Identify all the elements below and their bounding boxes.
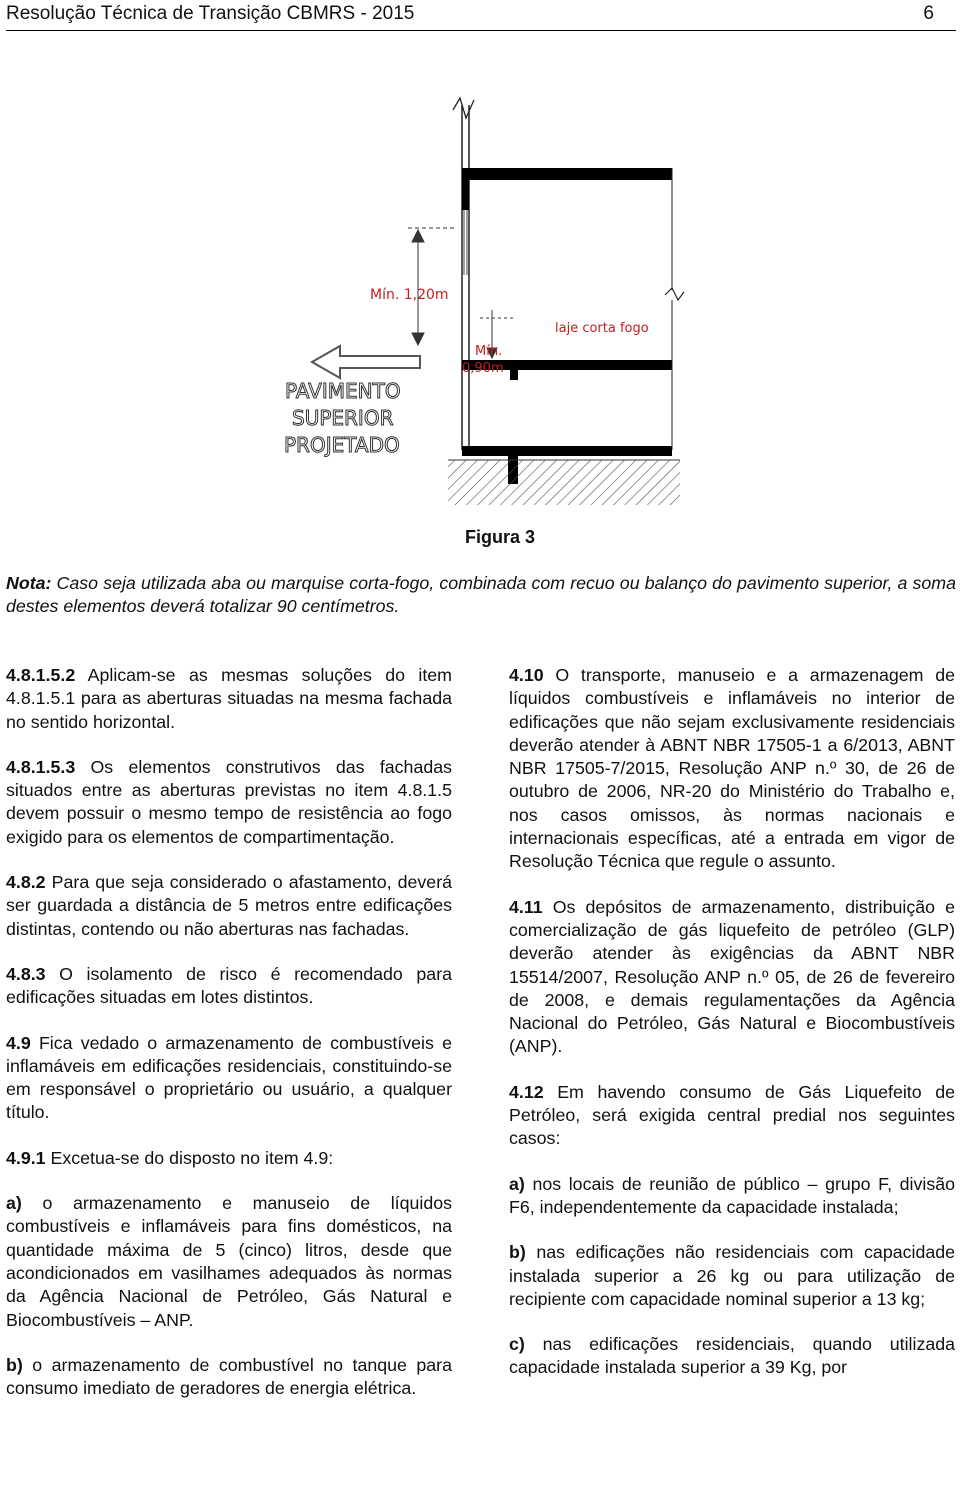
label-superior: SUPERIOR	[292, 406, 394, 430]
note-paragraph	[6, 572, 956, 618]
paragraph: b) o armazenamento de combustível no tanque para consumo imediato de geradores de energia elétrica.	[6, 1354, 452, 1399]
paragraph: a) nos locais de reunião de público – grupo F, divisão F6, independentemente da capacidade instalada;	[509, 1173, 955, 1217]
paragraph: b) nas edificações não residenciais com capacidade instalada superior a 26 kg ou para utilização de recipiente com capacidade nominal superior a 13 kg;	[509, 1242, 955, 1309]
paragraph: 4.10 O transporte, manuseio e a armazenagem de líquidos combustíveis e inflamáveis no interior de edificações que não sejam exclusivamente residenciais deverão atender à ABNT NBR 17505-1 a 6/2013, ABNT NBR 17505-7/2015, Resolução ANP n.º 30, de 26 de outubro de 2006, NR-20 do Ministério do Trabalho e, nos casos omissos, às normas nacionais e internacionais específicas, até a entrada em vigor de Resolução Técnica que regule o assunto.	[509, 665, 955, 872]
paragraph: 4.8.2 Para que seja considerado o afastamento, deverá ser guardada a distância de 5 metros entre edificações distintas, contendo ou não aberturas nas fachadas.	[6, 872, 452, 939]
paragraph: 4.9.1 Excetua-se do disposto no item 4.9:	[6, 1147, 334, 1168]
label-projetado: PROJETADO	[284, 433, 400, 457]
upper-slab	[462, 168, 672, 180]
paragraph: 4.8.1.5.3 Os elementos construtivos das fachadas situados entre as aberturas previstas no item 4.8.1.5 devem possuir o mesmo tempo de resistência ao fogo exigido para os elementos de compartimentação.	[6, 756, 452, 847]
label-min-120: Mín. 1,20m	[370, 287, 449, 303]
label-min-090-line2: 0,90m	[462, 361, 504, 376]
paragraph: 4.12 Em havendo consumo de Gás Liquefeito de Petróleo, será exigida central predial nos seguintes casos:	[509, 1081, 955, 1149]
page-number: 6	[923, 3, 934, 24]
label-laje: laje corta fogo	[555, 321, 649, 336]
page-header	[6, 0, 956, 31]
ground-slab	[462, 446, 672, 456]
figure-3-diagram	[270, 90, 690, 515]
paragraph: 4.8.1.5.2 Aplicam-se as mesmas soluções do item 4.8.1.5.1 para as aberturas situadas na mesma fachada no sentido horizontal.	[6, 665, 452, 732]
left-column	[6, 664, 452, 1422]
label-min-090-line1: Mín.	[475, 344, 503, 359]
paragraph: c) nas edificações residenciais, quando utilizada capacidade instalada superior a 39 Kg, por	[509, 1334, 955, 1378]
note-text: Caso seja utilizada aba ou marquise corta-fogo, combinada com recuo ou balanço do pavimento superior, a soma destes elementos deverá totalizar 90 centímetros.	[6, 573, 956, 616]
ground-hatch	[448, 460, 680, 505]
figure-caption: Figura 3	[464, 527, 535, 547]
paragraph: 4.9 Fica vedado o armazenamento de combustíveis e inflamáveis em edificações residenciais, constituindo-se em responsável o proprietário ou usuário, a qualquer título.	[6, 1032, 452, 1123]
paragraph: 4.8.3 O isolamento de risco é recomendado para edificações situadas em lotes distintos.	[6, 963, 452, 1008]
label-pavimento: PAVIMENTO	[285, 379, 401, 403]
document-title: Resolução Técnica de Transição CBMRS - 2015	[6, 3, 415, 24]
paragraph: 4.11 Os depósitos de armazenamento, distribuição e comercialização de gás liquefeito de petróleo (GLP) deverão atender às exigências da ABNT NBR 15514/2007, Resolução ANP n.º 05, de 26 de fevereiro de 2008, e demais regulamentações da Agência Nacional do Petróleo, Gás Natural e Biocombustíveis (ANP).	[509, 896, 955, 1057]
direction-arrow-icon	[312, 346, 420, 378]
note-label: Nota:	[6, 573, 52, 593]
paragraph: a) o armazenamento e manuseio de líquidos combustíveis e inflamáveis para fins domésticos, na quantidade máxima de 5 (cinco) litros, desde que acondicionados em vasilhames adequados às normas da Agência Nacional de Petróleo, Gás Natural e Biocombustíveis – ANP.	[6, 1193, 452, 1330]
upper-wall	[453, 98, 474, 450]
right-column	[509, 664, 955, 1402]
